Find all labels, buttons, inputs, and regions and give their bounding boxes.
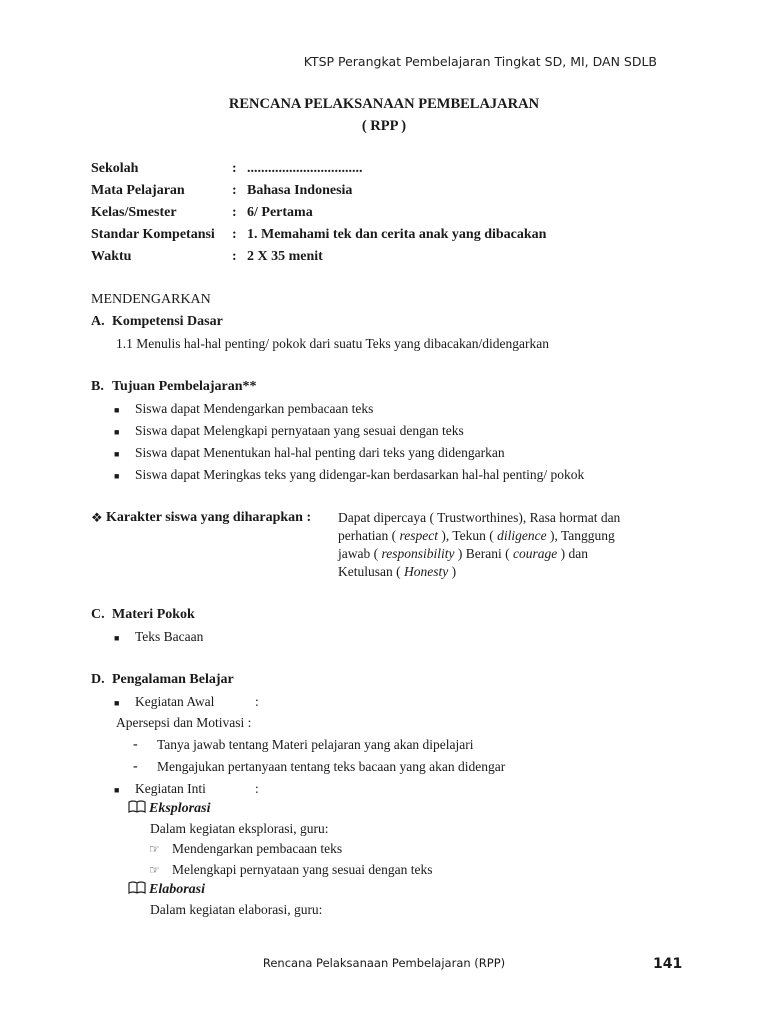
book-icon bbox=[128, 800, 146, 819]
list-item: Mendengarkan pembacaan teks bbox=[172, 841, 343, 856]
section-heading: MENDENGARKAN bbox=[91, 292, 211, 307]
identity-label: Kelas/Smester bbox=[91, 205, 177, 220]
identity-label: Sekolah bbox=[91, 161, 139, 176]
list-item: Siswa dapat Melengkapi pernyataan yang sesuai dengan teks bbox=[135, 423, 464, 438]
identity-value: ................................. bbox=[247, 161, 363, 176]
identity-label: Mata Pelajaran bbox=[91, 183, 185, 198]
karakter-line: Ketulusan ( Honesty ) bbox=[338, 564, 457, 579]
eksplorasi-title: Eksplorasi bbox=[149, 801, 211, 816]
identity-value: 2 X 35 menit bbox=[247, 249, 323, 264]
identity-value: 6/ Pertama bbox=[247, 205, 313, 220]
section-a-label: A. bbox=[91, 314, 105, 329]
square-bullet-icon: ■ bbox=[114, 785, 120, 795]
document-title: RENCANA PELAKSANAAN PEMBELAJARAN bbox=[228, 96, 540, 112]
dash-bullet-icon: - bbox=[133, 737, 138, 752]
list-item: Mengajukan pertanyaan tentang teks bacaan yang akan didengar bbox=[157, 759, 506, 774]
square-bullet-icon: ■ bbox=[114, 633, 120, 643]
square-bullet-icon: ■ bbox=[114, 405, 120, 415]
elaborasi-title: Elaborasi bbox=[149, 882, 206, 897]
list-item: Siswa dapat Menentukan hal-hal penting dari teks yang didengarkan bbox=[135, 445, 505, 460]
section-d-label: D. bbox=[91, 672, 105, 687]
section-a-title: Kompetensi Dasar bbox=[112, 314, 223, 329]
page-header: KTSP Perangkat Pembelajaran Tingkat SD, MI, DAN SDLB bbox=[303, 54, 657, 69]
book-icon bbox=[128, 881, 146, 900]
square-bullet-icon: ■ bbox=[114, 698, 120, 708]
identity-label: Waktu bbox=[91, 249, 132, 264]
section-c-title: Materi Pokok bbox=[112, 607, 195, 622]
section-b-label: B. bbox=[91, 379, 104, 394]
square-bullet-icon: ■ bbox=[114, 471, 120, 481]
kegiatan-awal-label: Kegiatan Awal bbox=[135, 694, 215, 709]
dash-bullet-icon: - bbox=[133, 759, 138, 774]
section-c-label: C. bbox=[91, 607, 105, 622]
document-subtitle: ( RPP ) bbox=[361, 118, 407, 134]
section-d-title: Pengalaman Belajar bbox=[112, 672, 234, 687]
diamond-bullet-icon: ❖ bbox=[91, 510, 103, 525]
list-item: Melengkapi pernyataan yang sesuai dengan teks bbox=[172, 862, 433, 877]
page-number: 141 bbox=[653, 956, 683, 972]
list-item: Teks Bacaan bbox=[135, 629, 204, 644]
square-bullet-icon: ■ bbox=[114, 449, 120, 459]
pointing-hand-icon: ☞ bbox=[149, 863, 160, 877]
apersepsi-text: Apersepsi dan Motivasi : bbox=[116, 715, 252, 730]
identity-colon: : bbox=[232, 183, 237, 198]
page-footer: Rencana Pelaksanaan Pembelajaran (RPP) bbox=[262, 956, 506, 970]
identity-value: Bahasa Indonesia bbox=[247, 183, 353, 198]
list-item: Siswa dapat Mendengarkan pembacaan teks bbox=[135, 401, 374, 416]
kegiatan-awal-colon: : bbox=[255, 694, 259, 709]
identity-colon: : bbox=[232, 249, 237, 264]
list-item: Siswa dapat Meringkas teks yang didengar-kan berdasarkan hal-hal penting/ pokok bbox=[135, 467, 585, 482]
square-bullet-icon: ■ bbox=[114, 427, 120, 437]
karakter-line: jawab ( responsibility ) Berani ( courage ) dan bbox=[338, 546, 588, 561]
kegiatan-inti-colon: : bbox=[255, 781, 259, 796]
section-b-title: Tujuan Pembelajaran** bbox=[112, 379, 257, 394]
kegiatan-inti-label: Kegiatan Inti bbox=[135, 781, 206, 796]
karakter-label: Karakter siswa yang diharapkan : bbox=[106, 510, 312, 525]
identity-value: 1. Memahami tek dan cerita anak yang dibacakan bbox=[247, 227, 547, 242]
identity-label: Standar Kompetansi bbox=[91, 227, 215, 242]
karakter-line: Dapat dipercaya ( Trustworthines), Rasa hormat dan bbox=[338, 510, 621, 525]
identity-colon: : bbox=[232, 161, 237, 176]
identity-colon: : bbox=[232, 227, 237, 242]
identity-colon: : bbox=[232, 205, 237, 220]
eksplorasi-text: Dalam kegiatan eksplorasi, guru: bbox=[150, 821, 329, 836]
list-item: Tanya jawab tentang Materi pelajaran yang akan dipelajari bbox=[157, 737, 474, 752]
elaborasi-text: Dalam kegiatan elaborasi, guru: bbox=[150, 902, 323, 917]
karakter-line: perhatian ( respect ), Tekun ( diligence ), Tanggung bbox=[338, 528, 615, 543]
pointing-hand-icon: ☞ bbox=[149, 842, 160, 856]
section-a-item: 1.1 Menulis hal-hal penting/ pokok dari suatu Teks yang dibacakan/didengarkan bbox=[116, 336, 549, 351]
